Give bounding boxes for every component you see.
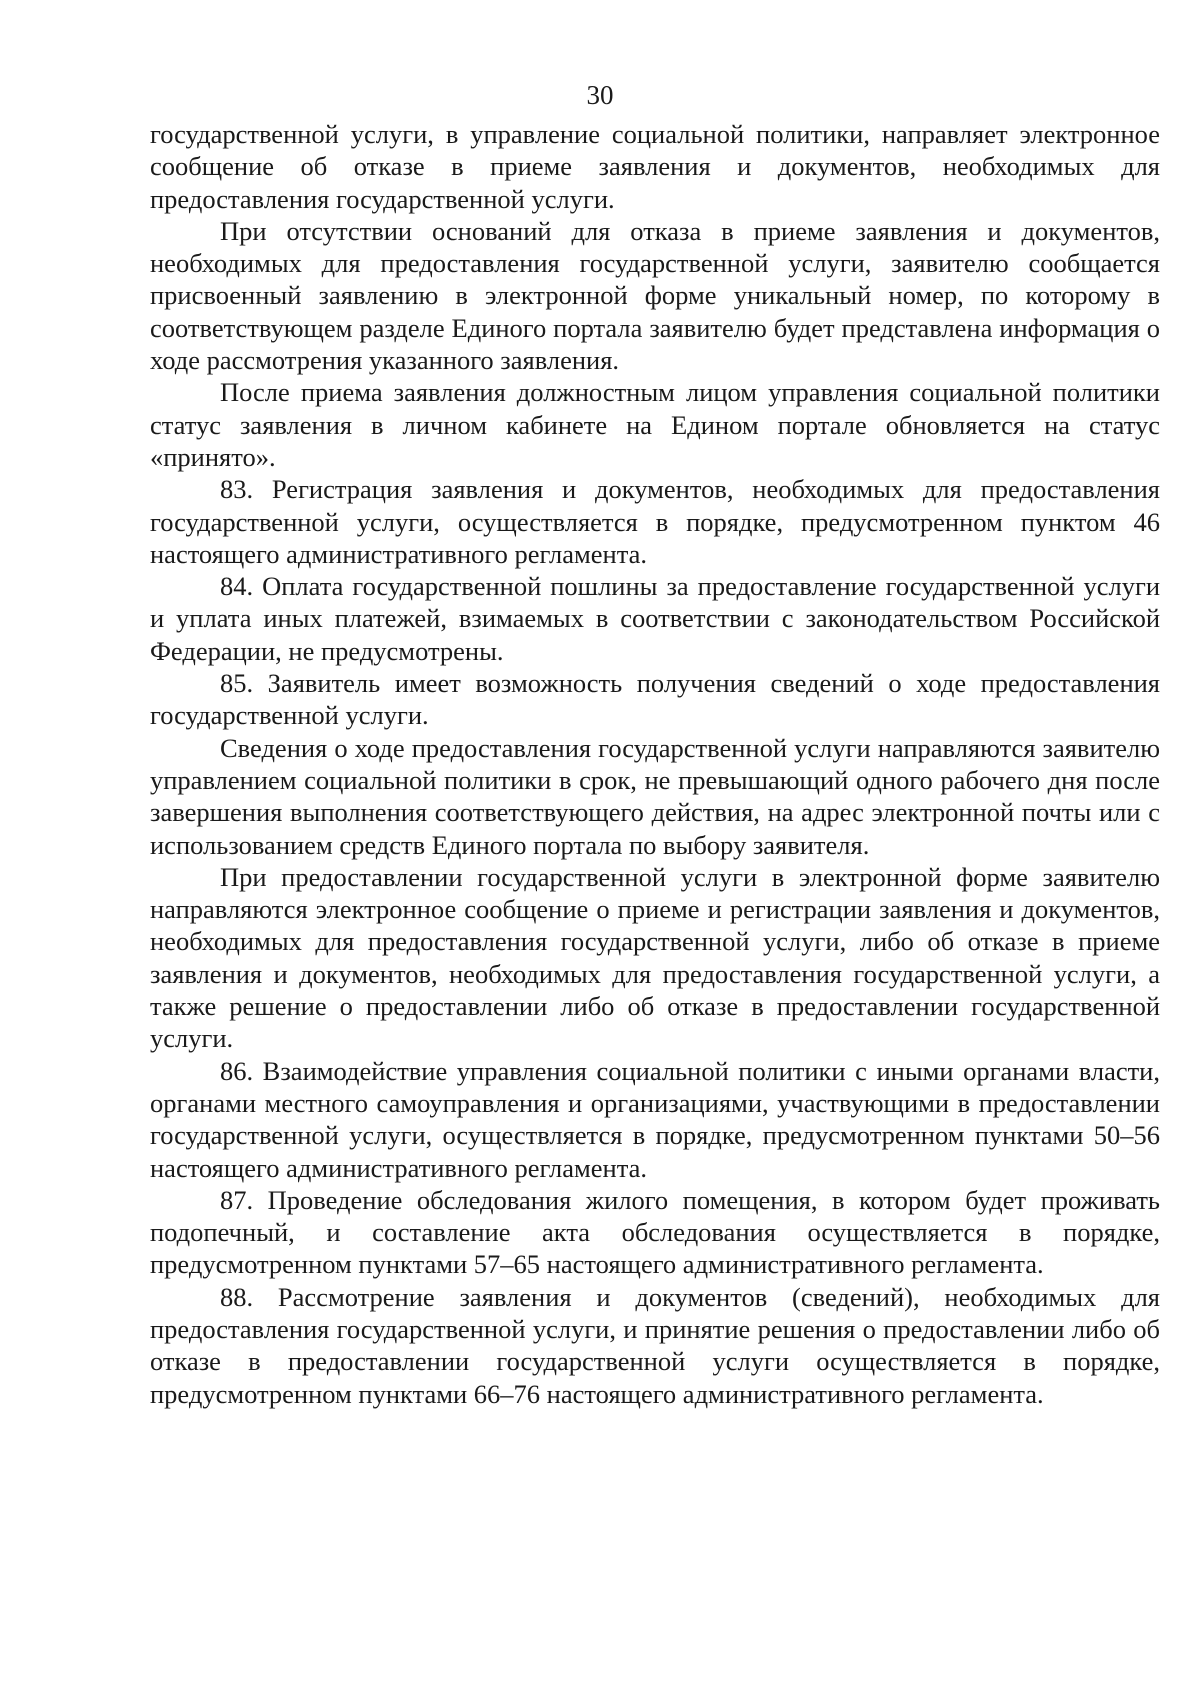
paragraph-88: 88. Рассмотрение заявления и документов (сведений), необходимых для предоставления государственной услуги, и принятие решения о предоставлении либо об отказе в предоставлении государственной услуги осуществляется в порядке, предусмотренном пунктами 66–76 настоящего административного регламента.	[150, 1281, 1160, 1409]
paragraph-continuation: государственной услуги, в управление социальной политики, направляет электронное сообщение об отказе в приеме заявления и документов, необходимых для предоставления государственной услуги.	[150, 119, 1160, 214]
paragraph-electronic-notifications: При предоставлении государственной услуги в электронной форме заявителю направляются электронное сообщение о приеме и регистрации заявления и документов, необходимых для предоставления государственной услуги, либо об отказе в приеме заявления и документов, необходимых для предоставления государственной услуги, а также решение о предоставлении либо об отказе в предоставлении государственной услуги.	[150, 861, 1160, 1054]
paragraph-83: 83. Регистрация заявления и документов, необходимых для предоставления государственной услуги, осуществляется в порядке, предусмотренном пунктом 46 настоящего административного регламента.	[150, 474, 1160, 569]
paragraph-85: 85. Заявитель имеет возможность получения сведений о ходе предоставления государственной услуги.	[150, 668, 1160, 731]
document-body	[150, 118, 1160, 1410]
paragraph-87: 87. Проведение обследования жилого помещения, в котором будет проживать подопечный, и составление акта обследования осуществляется в порядке, предусмотренном пунктами 57–65 настоящего административного регламента.	[150, 1184, 1160, 1280]
paragraph-86: 86. Взаимодействие управления социальной политики с иными органами власти, органами местного самоуправления и организациями, участвующими в предоставлении государственной услуги, осуществляется в порядке, предусмотренном пунктами 50–56 настоящего административного регламента.	[150, 1055, 1160, 1183]
paragraph-84: 84. Оплата государственной пошлины за предоставление государственной услуги и уплата иных платежей, взимаемых в соответствии с законодательством Российской Федерации, не предусмотрены.	[150, 571, 1160, 666]
page-number: 30	[586, 80, 614, 110]
paragraph-status-accepted: После приема заявления должностным лицом управления социальной политики статус заявления в личном кабинете на Едином портале обновляется на статус «принято».	[150, 377, 1160, 472]
paragraph-no-grounds-for-refusal: При отсутствии оснований для отказа в приеме заявления и документов, необходимых для предоставления государственной услуги, заявителю сообщается присвоенный заявлению в электронной форме уникальный номер, по которому в соответствующем разделе Единого портала заявителю будет представлена информация о ходе рассмотрения указанного заявления.	[150, 215, 1160, 376]
paragraph-progress-info: Сведения о ходе предоставления государственной услуги направляются заявителю управлением социальной политики в срок, не превышающий одного рабочего дня после завершения выполнения соответствующего действия, на адрес электронной почты или с использованием средств Единого портала по выбору заявителя.	[150, 732, 1160, 860]
